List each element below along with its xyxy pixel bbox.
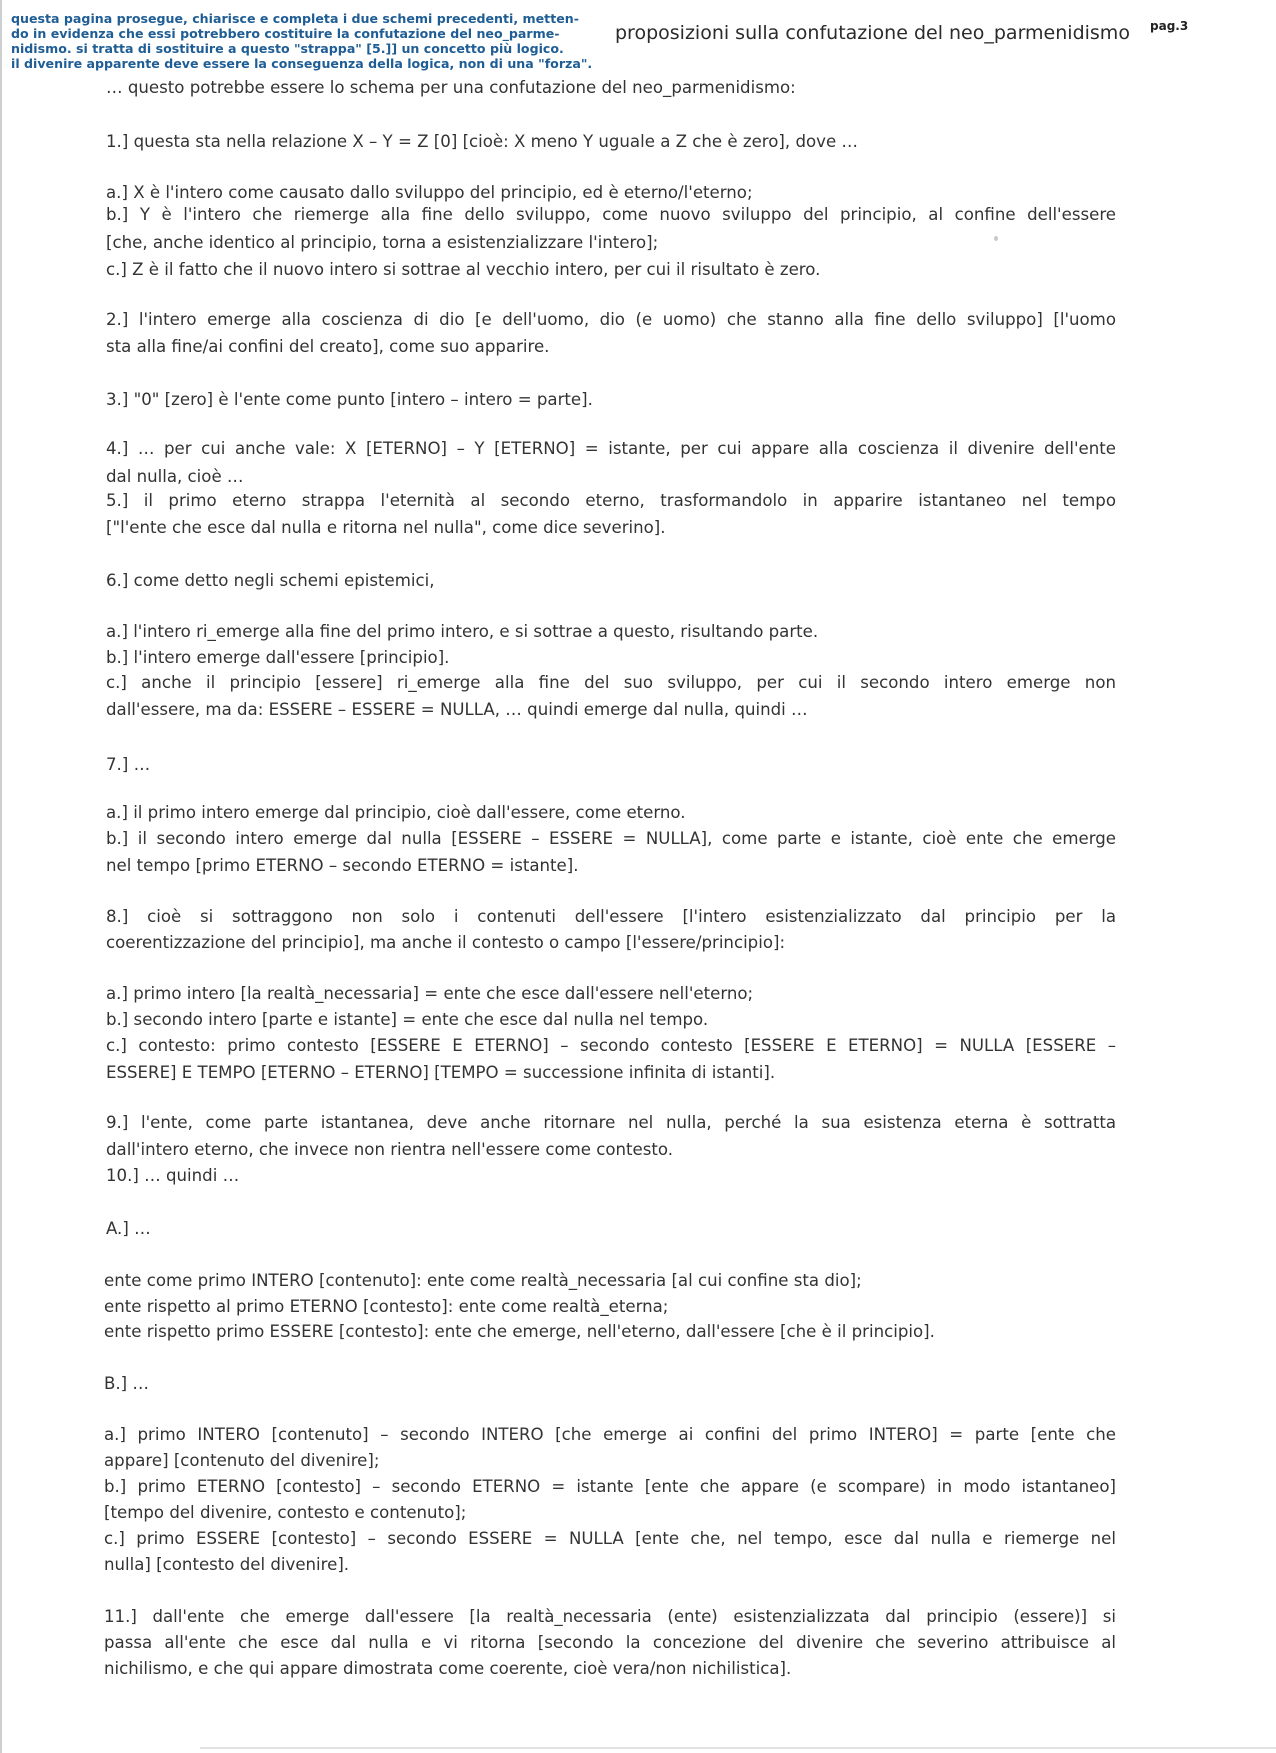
text-line: … questo potrebbe essere lo schema per una confutazione del neo_parmenidismo: xyxy=(106,78,796,97)
note-line: do in evidenza che essi potrebbero costituire la confutazione del neo_parme- xyxy=(11,26,560,41)
text-line: nichilismo, e che qui appare dimostrata come coerente, cioè vera/non nichilistica]. xyxy=(104,1659,792,1678)
text-line: c.] Z è il fatto che il nuovo intero si sottrae al vecchio intero, per cui il risultato è zero. xyxy=(106,260,821,279)
text-line: c.] anche il principio [essere] ri_emerge alla fine del suo sviluppo, per cui il secondo intero emerge non xyxy=(106,673,1116,692)
text-line: 9.] l'ente, come parte istantanea, deve anche ritornare nel nulla, perché la sua esistenza eterna è sottratta xyxy=(106,1113,1116,1132)
text-line: b.] l'intero emerge dall'essere [principio]. xyxy=(106,648,450,667)
text-line: 4.] … per cui anche vale: X [ETERNO] – Y [ETERNO] = istante, per cui appare alla coscienza il divenire dell'ente xyxy=(106,439,1116,458)
text-line: ente come primo INTERO [contenuto]: ente come realtà_necessaria [al cui confine sta dio]; xyxy=(104,1271,862,1290)
note-line: il divenire apparente deve essere la conseguenza della logica, non di una "forza". xyxy=(11,56,593,71)
text-line: ente rispetto primo ESSERE [contesto]: ente che emerge, nell'eterno, dall'essere [che è il principio]. xyxy=(104,1322,935,1341)
text-line: 2.] l'intero emerge alla coscienza di dio [e dell'uomo, dio (e uomo) che stanno alla fine dello sviluppo] [l'uomo xyxy=(106,310,1116,329)
text-line: a.] primo intero [la realtà_necessaria] = ente che esce dall'essere nell'eterno; xyxy=(106,984,754,1003)
page-title: proposizioni sulla confutazione del neo_parmenidismo xyxy=(615,22,1130,44)
text-line: ESSERE] E TEMPO [ETERNO – ETERNO] [TEMPO = successione infinita di istanti]. xyxy=(106,1063,776,1082)
text-line: nel tempo [primo ETERNO – secondo ETERNO = istante]. xyxy=(106,856,579,875)
text-line: [che, anche identico al principio, torna a esistenzializzare l'intero]; xyxy=(106,233,659,252)
text-line: b.] Y è l'intero che riemerge alla fine dello sviluppo, come nuovo sviluppo del principio, al confine dell'essere xyxy=(106,205,1116,224)
text-line: 6.] come detto negli schemi epistemici, xyxy=(106,571,435,590)
text-line: b.] il secondo intero emerge dal nulla [ESSERE – ESSERE = NULLA], come parte e istante, cioè ente che emerge xyxy=(106,829,1116,848)
text-line: 11.] dall'ente che emerge dall'essere [la realtà_necessaria (ente) esistenzializzata dal principio (essere)] si xyxy=(104,1607,1116,1626)
page-number: pag.3 xyxy=(1150,19,1189,33)
text-line: 7.] … xyxy=(106,755,151,774)
note-line: questa pagina prosegue, chiarisce e completa i due schemi precedenti, metten- xyxy=(11,11,579,26)
text-line: appare] [contenuto del divenire]; xyxy=(104,1451,380,1470)
text-line: 1.] questa sta nella relazione X – Y = Z [0] [cioè: X meno Y uguale a Z che è zero], dove … xyxy=(106,132,859,151)
text-line: c.] contesto: primo contesto [ESSERE E ETERNO] – secondo contesto [ESSERE E ETERNO] = NULLA [ESSERE – xyxy=(106,1036,1116,1055)
text-line: A.] … xyxy=(106,1219,151,1238)
text-line: a.] primo INTERO [contenuto] – secondo INTERO [che emerge ai confini del primo INTERO] = parte [ente che xyxy=(104,1425,1116,1444)
text-line: passa all'ente che esce dal nulla e vi ritorna [secondo la concezione del divenire che severino attribuisce al xyxy=(104,1633,1116,1652)
text-line: 10.] … quindi … xyxy=(106,1166,240,1185)
text-line: 5.] il primo eterno strappa l'eternità al secondo eterno, trasformandolo in apparire istantaneo nel tempo xyxy=(106,491,1116,510)
text-line: a.] l'intero ri_emerge alla fine del primo intero, e si sottrae a questo, risultando parte. xyxy=(106,622,819,641)
text-line: coerentizzazione del principio], ma anche il contesto o campo [l'essere/principio]: xyxy=(106,933,786,952)
text-line: dal nulla, cioè … xyxy=(106,467,244,486)
text-line: 8.] cioè si sottraggono non solo i contenuti dell'essere [l'intero esistenzializzato dal principio per la xyxy=(106,907,1116,926)
text-line: c.] primo ESSERE [contesto] – secondo ESSERE = NULLA [ente che, nel tempo, esce dal nulla e riemerge nel xyxy=(104,1529,1116,1548)
text-line: a.] il primo intero emerge dal principio, cioè dall'essere, come eterno. xyxy=(106,803,686,822)
text-line: nulla] [contesto del divenire]. xyxy=(104,1555,350,1574)
text-line: [tempo del divenire, contesto e contenuto]; xyxy=(104,1503,467,1522)
text-line: b.] primo ETERNO [contesto] – secondo ETERNO = istante [ente che appare (e scompare) in modo istantaneo] xyxy=(104,1477,1116,1496)
note-line: nidismo. si tratta di sostituire a questo "strappa" [5.]] un concetto più logico. xyxy=(11,41,564,56)
text-line: B.] … xyxy=(104,1374,150,1393)
text-line: sta alla fine/ai confini del creato], come suo apparire. xyxy=(106,337,550,356)
text-line: ente rispetto al primo ETERNO [contesto]: ente come realtà_eterna; xyxy=(104,1297,669,1316)
text-line: 3.] "0" [zero] è l'ente come punto [intero – intero = parte]. xyxy=(106,390,593,409)
text-line: dall'intero eterno, che invece non rientra nell'essere come contesto. xyxy=(106,1140,674,1159)
text-line: dall'essere, ma da: ESSERE – ESSERE = NULLA, … quindi emerge dal nulla, quindi … xyxy=(106,700,808,719)
text-line: a.] X è l'intero come causato dallo sviluppo del principio, ed è eterno/l'eterno; xyxy=(106,183,753,202)
text-line: b.] secondo intero [parte e istante] = ente che esce dal nulla nel tempo. xyxy=(106,1010,709,1029)
text-line: ["l'ente che esce dal nulla e ritorna nel nulla", come dice severino]. xyxy=(106,518,666,537)
